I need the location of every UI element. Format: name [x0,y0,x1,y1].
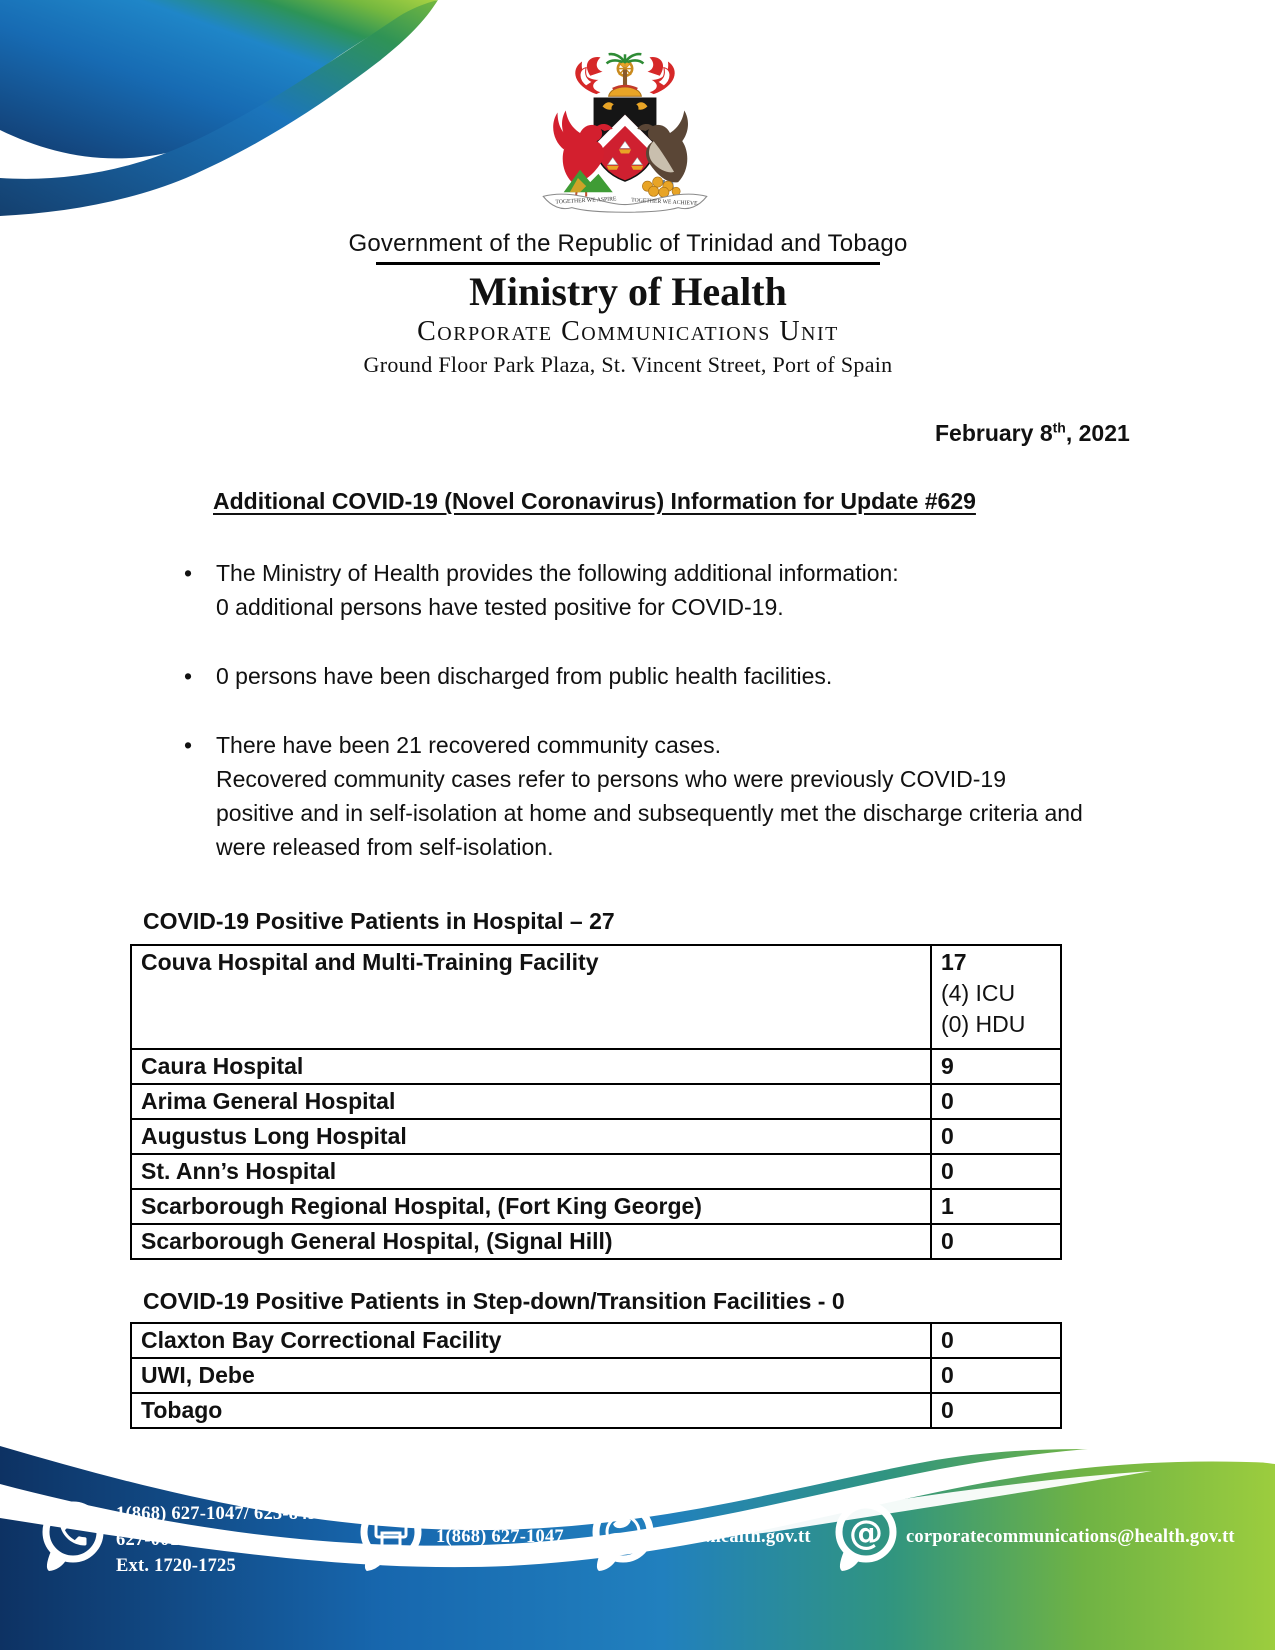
patient-count-cell [931,1393,1061,1428]
patient-count: 0 [941,1123,954,1149]
patient-count: 9 [941,1053,954,1079]
ministry-title: Ministry of Health [469,269,787,314]
patient-count: 1 [941,1193,954,1219]
unit-title: Corporate Communications Unit [417,316,839,347]
patient-count: 17 [941,949,967,975]
patient-count: 0 [941,1362,954,1388]
patient-count: 0 [941,1327,954,1353]
bullet-list [178,556,1083,899]
table-row [131,1119,1061,1154]
phone-icon [38,1498,108,1576]
table-row [131,1323,1061,1358]
patient-count: 0 [941,1158,954,1184]
fax-icon [356,1498,426,1576]
text-line: • The Ministry of Health provides the following additional information: [216,560,899,586]
facility-name-cell: Scarborough General Hospital, (Signal Hill) [131,1224,931,1259]
hospital-section-heading: COVID-19 Positive Patients in Hospital – 27 [143,908,615,934]
header-wave-graphic [0,0,460,230]
email-icon [831,1498,901,1576]
facility-name-cell: Arima General Hospital [131,1084,931,1119]
stepdown-section-heading: COVID-19 Positive Patients in Step-down/Transition Facilities - 0 [143,1288,845,1314]
patient-count: 0 [941,1397,954,1423]
globe-icon [588,1498,658,1576]
patient-count: 0 [941,1228,954,1254]
patient-count-cell [931,1049,1061,1084]
table-row [131,1393,1061,1428]
facility-name-cell: Claxton Bay Correctional Facility [131,1323,931,1358]
motto-right: TOGETHER WE ACHIEVE [631,197,698,207]
table-row [131,1154,1061,1189]
motto-left: TOGETHER WE ASPIRE [555,196,617,206]
text-line: 1(868) 627-1047 [436,1527,564,1547]
facility-name-cell: Tobago [131,1393,931,1428]
facility-name-cell: St. Ann’s Hospital [131,1154,931,1189]
patient-count: 0 [941,1088,954,1114]
facility-name-cell: Scarborough Regional Hospital, (Fort King George) [131,1189,931,1224]
bullet-item [178,556,1083,624]
address-line: Ground Floor Park Plaza, St. Vincent Street, Port of Spain [363,352,893,377]
patient-count-detail: (0) HDU [941,1011,1026,1037]
phone-numbers [116,1501,349,1579]
document-title: Additional COVID-19 (Novel Coronavirus) Information for Update #629 [213,488,976,514]
table-row [131,945,1061,1049]
document-date: February 8th, 2021 [935,419,1130,446]
patient-count-cell [931,1358,1061,1393]
text-line: 627-0010/12/14 [116,1530,237,1550]
bullet-item [178,728,1083,864]
svg-text:@: @ [849,1513,883,1553]
table-row [131,1049,1061,1084]
bullet-item [178,659,1083,693]
facility-name-cell: Couva Hospital and Multi-Training Facility [131,945,931,1049]
patient-count-cell [931,1119,1061,1154]
hospital-table [130,944,1062,1260]
facility-name-cell: Augustus Long Hospital [131,1119,931,1154]
stepdown-table-body [131,1323,1061,1428]
table-row [131,1084,1061,1119]
coat-of-arms [533,50,717,216]
stepdown-table [130,1322,1062,1429]
table-row [131,1189,1061,1224]
hospital-table-body [131,945,1061,1259]
text-line: • 0 persons have been discharged from public health facilities. [216,663,833,689]
text-line: Recovered community cases refer to persons who were previously COVID-19 positive and in self-isolation at home and subsequently met the discharge criteria and were released from self-isolation. [216,766,1083,860]
patient-count-cell [931,1224,1061,1259]
patient-count-cell [931,945,1061,1049]
text-line: 1(868) 627-1047/ 623-8492 or [116,1504,350,1524]
patient-count-cell [931,1323,1061,1358]
email-address [906,1524,1235,1550]
facility-name-cell: Caura Hospital [131,1049,931,1084]
government-line: Government of the Republic of Trinidad and Tobago [348,230,908,257]
patient-count-cell [931,1189,1061,1224]
facility-name-cell: UWI, Debe [131,1358,931,1393]
patient-count-cell [931,1154,1061,1189]
text-line: • There have been 21 recovered community cases. [216,732,721,758]
text-line: corporatecommunications@health.gov.tt [906,1527,1235,1547]
text-line: www.health.gov.tt [666,1527,811,1547]
header-divider [376,262,880,265]
table-row [131,1358,1061,1393]
table-row [131,1224,1061,1259]
text-line: Ext. 1720-1725 [116,1556,236,1576]
patient-count-cell [931,1084,1061,1119]
text-line: 0 additional persons have tested positive for COVID-19. [216,594,784,620]
patient-count-detail: (4) ICU [941,980,1016,1006]
fax-number [436,1524,564,1550]
website-url [666,1524,811,1550]
